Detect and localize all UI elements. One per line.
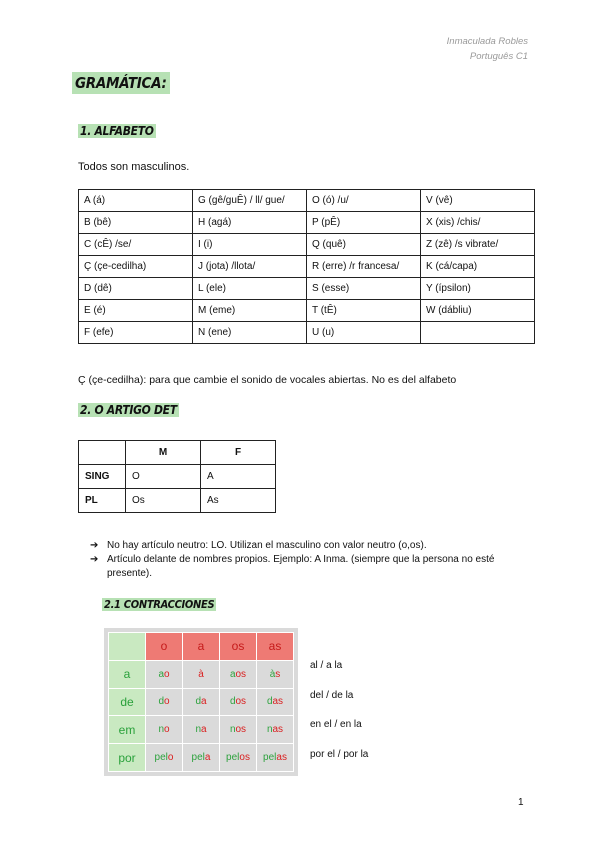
- arrow-icon: ➔: [90, 540, 99, 551]
- column-header: as: [257, 633, 294, 661]
- table-cell: H (agá): [193, 212, 307, 234]
- table-cell: E (é): [79, 300, 193, 322]
- contraction-label: del / de la: [310, 690, 354, 701]
- table-cell: da: [183, 688, 220, 716]
- table-cell: pelas: [257, 744, 294, 772]
- contraction-label: en el / en la: [310, 719, 362, 730]
- table-row: [109, 660, 294, 688]
- section-heading-article: 2. O ARTIGO DET: [80, 403, 177, 417]
- table-cell: S (esse): [307, 278, 421, 300]
- table-row: [79, 322, 535, 344]
- table-cell: M (eme): [193, 300, 307, 322]
- table-cell: das: [257, 688, 294, 716]
- table-header-row: [109, 633, 294, 661]
- table-cell: [421, 322, 535, 344]
- row-header: PL: [79, 489, 126, 513]
- table-row: [79, 300, 535, 322]
- row-header: a: [109, 660, 146, 688]
- course-name: Português C1: [469, 51, 528, 62]
- article-notes: [90, 539, 530, 581]
- list-item: ➔ Artículo delante de nombres propios. Ejemplo: A Inma. (siempre que la persona no esté presente).: [90, 554, 495, 579]
- column-header: M: [126, 441, 201, 465]
- row-header: em: [109, 716, 146, 744]
- table-cell: T (tÊ): [307, 300, 421, 322]
- table-header-row: [79, 441, 276, 465]
- table-cell: nos: [220, 716, 257, 744]
- table-cell: Z (zê) /s vibrate/: [421, 234, 535, 256]
- table-cell: A (á): [79, 190, 193, 212]
- table-cell: A: [201, 465, 276, 489]
- table-cell: às: [257, 660, 294, 688]
- table-row: [109, 744, 294, 772]
- table-cell: F (efe): [79, 322, 193, 344]
- row-header: de: [109, 688, 146, 716]
- table-cell: X (xis) /chis/: [421, 212, 535, 234]
- table-row: [109, 716, 294, 744]
- table-cell: N (ene): [193, 322, 307, 344]
- table-row: [79, 278, 535, 300]
- table-cell: U (u): [307, 322, 421, 344]
- table-cell: K (cá/capa): [421, 256, 535, 278]
- table-row: [79, 190, 535, 212]
- corner-cell: [109, 633, 146, 661]
- table-row: [79, 256, 535, 278]
- table-cell: Q (quê): [307, 234, 421, 256]
- column-header: a: [183, 633, 220, 661]
- table-cell: Ç (çe-cedilha): [79, 256, 193, 278]
- list-item: ➔ No hay artículo neutro: LO. Utilizan el masculino con valor neutro (o,os).: [90, 540, 427, 551]
- page-number: 1: [518, 797, 524, 808]
- column-header: os: [220, 633, 257, 661]
- table-cell: dos: [220, 688, 257, 716]
- column-header: [79, 441, 126, 465]
- table-cell: no: [146, 716, 183, 744]
- table-cell: pelo: [146, 744, 183, 772]
- table-row: [79, 212, 535, 234]
- row-header: SING: [79, 465, 126, 489]
- table-cell: aos: [220, 660, 257, 688]
- table-cell: As: [201, 489, 276, 513]
- alphabet-table: [78, 189, 535, 344]
- contractions-table: [108, 632, 294, 772]
- table-cell: V (vê): [421, 190, 535, 212]
- table-cell: à: [183, 660, 220, 688]
- table-cell: pela: [183, 744, 220, 772]
- column-header: o: [146, 633, 183, 661]
- table-cell: G (gê/guÊ) / ll/ gue/: [193, 190, 307, 212]
- table-cell: D (dê): [79, 278, 193, 300]
- section-heading-contractions: 2.1 CONTRACCIONES: [104, 598, 215, 611]
- table-cell: B (bê): [79, 212, 193, 234]
- table-cell: R (erre) /r francesa/: [307, 256, 421, 278]
- table-cell: W (dábliu): [421, 300, 535, 322]
- table-cell: ao: [146, 660, 183, 688]
- contraction-label: por el / por la: [310, 749, 369, 760]
- table-cell: I (i): [193, 234, 307, 256]
- table-cell: nas: [257, 716, 294, 744]
- table-cell: C (cÊ) /se/: [79, 234, 193, 256]
- arrow-icon: ➔: [90, 554, 99, 565]
- table-cell: J (jota) /llota/: [193, 256, 307, 278]
- column-header: F: [201, 441, 276, 465]
- page-title: GRAMÁTICA:: [72, 72, 170, 94]
- table-row: [79, 489, 276, 513]
- table-row: [79, 234, 535, 256]
- table-row: [79, 465, 276, 489]
- table-cell: O: [126, 465, 201, 489]
- page-header: [447, 34, 528, 64]
- table-cell: do: [146, 688, 183, 716]
- cedilla-note: Ç (çe-cedilha): para que cambie el sonido de vocales abiertas. No es del alfabeto: [78, 374, 457, 386]
- contractions-table-image: [104, 628, 298, 776]
- article-table: [78, 440, 276, 513]
- row-header: por: [109, 744, 146, 772]
- author-name: Inmaculada Robles: [446, 36, 528, 47]
- table-cell: O (ó) /u/: [307, 190, 421, 212]
- table-cell: Y (ípsilon): [421, 278, 535, 300]
- table-cell: Os: [126, 489, 201, 513]
- table-cell: na: [183, 716, 220, 744]
- table-row: [109, 688, 294, 716]
- alphabet-intro: Todos son masculinos.: [78, 161, 190, 173]
- contraction-label: al / a la: [310, 660, 343, 671]
- table-cell: pelos: [220, 744, 257, 772]
- table-cell: L (ele): [193, 278, 307, 300]
- table-cell: P (pÊ): [307, 212, 421, 234]
- section-heading-alphabet: 1. ALFABETO: [80, 124, 154, 138]
